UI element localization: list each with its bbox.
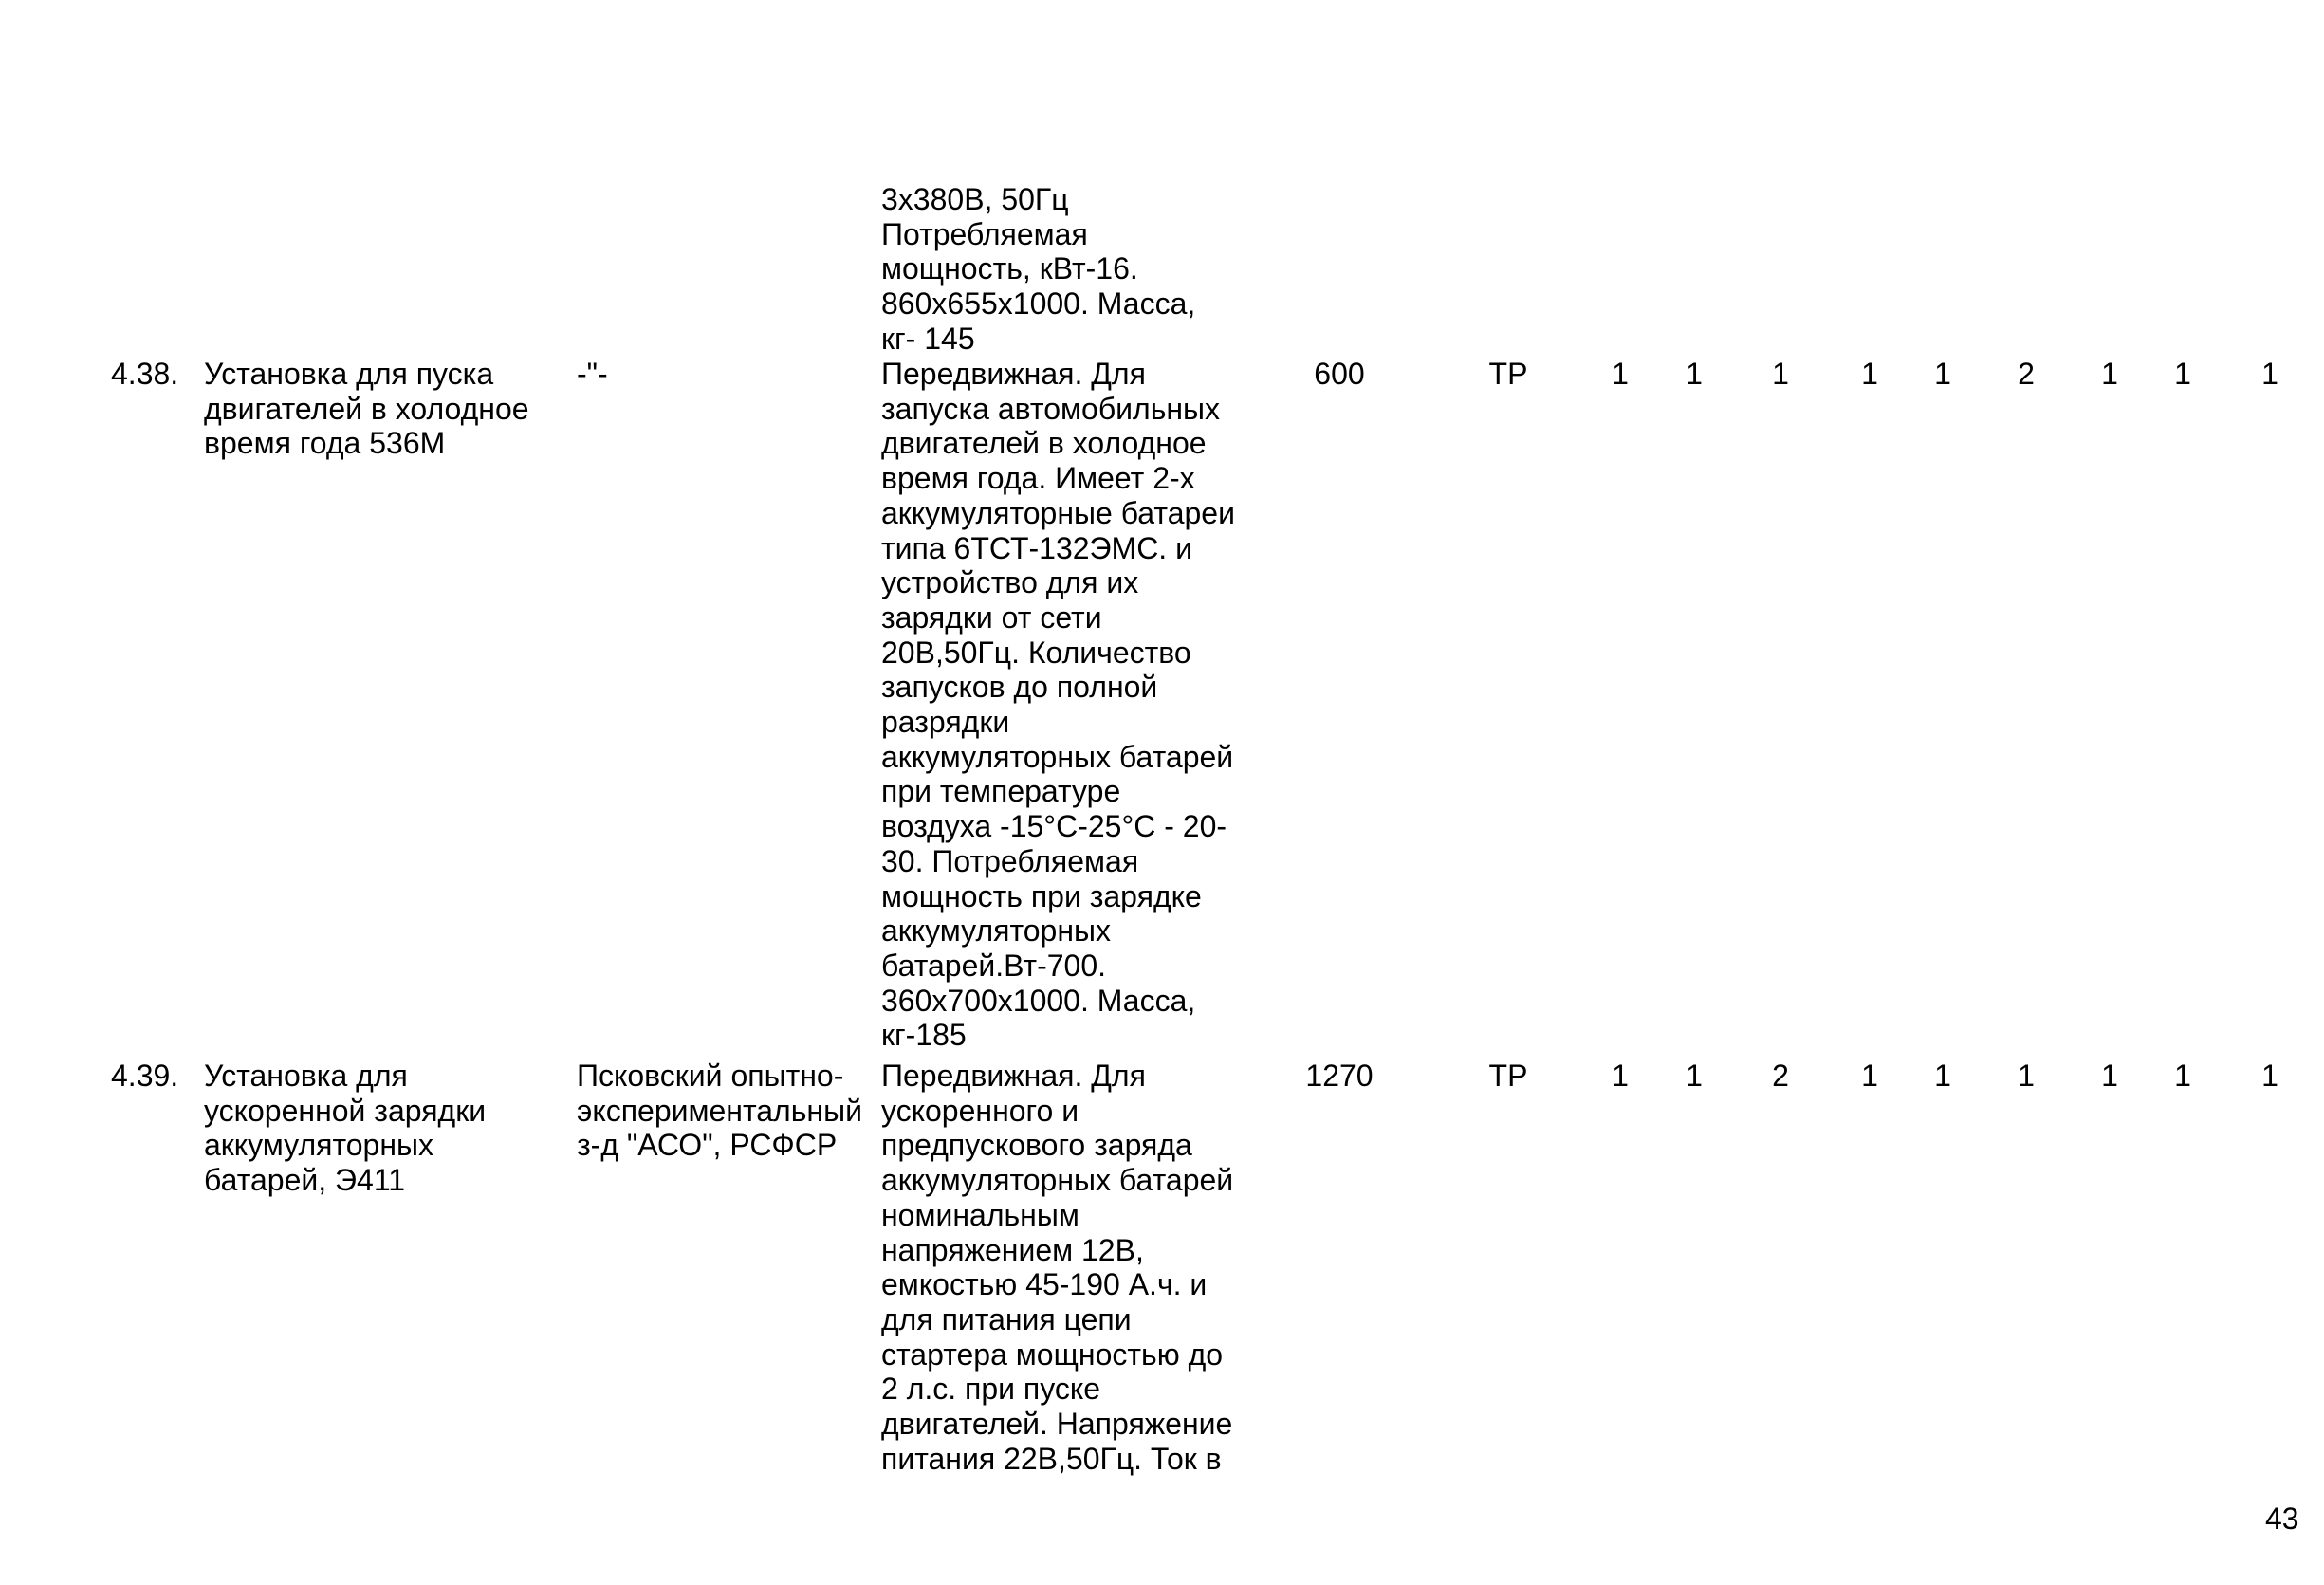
type-code: ТР — [1488, 357, 1528, 391]
price: 600 — [1314, 357, 1365, 391]
description-line: стартера мощностью до — [881, 1336, 1224, 1372]
name-line: ускоренной зарядки — [204, 1093, 487, 1128]
quantity-cell: 1 — [2261, 1059, 2278, 1093]
manufacturer-line: экспериментальный — [577, 1093, 862, 1128]
manufacturer-line: з-д "АСО", РСФСР — [577, 1128, 838, 1163]
description-line: при температуре — [881, 774, 1121, 809]
description-line: батарей.Вт-700. — [881, 948, 1107, 983]
manufacturer — [577, 1059, 862, 1163]
description-line: двигателей в холодное — [881, 426, 1207, 461]
row-number: 4.39. — [111, 1059, 179, 1093]
description-line: аккумуляторных батарей — [881, 739, 1234, 774]
quantity-cell: 1 — [1686, 1059, 1703, 1093]
description-line: двигателей. Напряжение — [881, 1407, 1233, 1442]
price: 1270 — [1305, 1059, 1374, 1093]
description-line: разрядки — [881, 705, 1010, 740]
description-line: 20В,50Гц. Количество — [881, 635, 1191, 670]
quantity-cell: 1 — [2101, 357, 2118, 391]
name-line: время года 536М — [204, 426, 446, 461]
description-line: запуска автомобильных — [881, 391, 1221, 426]
description-line: запусков до полной — [881, 670, 1158, 705]
quantity-cell: 1 — [1612, 1059, 1629, 1093]
description-line: предпускового заряда — [881, 1128, 1192, 1163]
type-code: ТР — [1488, 1059, 1528, 1093]
name-line: батарей, Э411 — [204, 1163, 406, 1198]
description-line: 360x700x1000. Масса, — [881, 983, 1196, 1018]
quantity-cell: 1 — [1612, 357, 1629, 391]
description — [881, 357, 1235, 1053]
description-line: Передвижная. Для — [881, 357, 1146, 391]
description-line: 3x380В, 50Гц — [881, 182, 1069, 216]
quantity-cell: 1 — [2174, 1059, 2191, 1093]
quantity-cell: 1 — [2101, 1059, 2118, 1093]
quantity-cell: 1 — [1934, 1059, 1951, 1093]
continuation-description — [881, 182, 1195, 357]
name-line: аккумуляторных — [204, 1128, 434, 1163]
description-line: номинальным — [881, 1197, 1079, 1232]
quantity-cell: 1 — [1861, 357, 1878, 391]
manufacturer — [577, 357, 608, 392]
name-line: Установка для пуска — [204, 357, 494, 391]
quantity-cell: 1 — [1934, 357, 1951, 391]
description-line: мощность, кВт-16. — [881, 251, 1138, 286]
description-line: Передвижная. Для — [881, 1059, 1146, 1093]
description-line: для питания цепи — [881, 1301, 1132, 1336]
description-line: питания 22В,50Гц. Ток в — [881, 1441, 1222, 1476]
quantity-cell: 1 — [1686, 357, 1703, 391]
equipment-name — [204, 1059, 486, 1198]
description-line: время года. Имеет 2-х — [881, 461, 1195, 496]
description-line: аккумуляторных — [881, 913, 1112, 949]
description-line: устройство для их — [881, 565, 1139, 600]
description-line: ускоренного и — [881, 1093, 1079, 1128]
quantity-cell: 1 — [2261, 357, 2278, 391]
quantity-cell: 2 — [1772, 1059, 1789, 1093]
quantity-cell: 1 — [2018, 1059, 2035, 1093]
description-line: напряжением 12В, — [881, 1232, 1144, 1267]
description-line: аккумуляторных батарей — [881, 1163, 1234, 1198]
description-line: кг- 145 — [881, 321, 975, 356]
description-line: мощность при зарядке — [881, 878, 1202, 913]
description-line: воздуха -15°С-25°С - 20- — [881, 809, 1227, 844]
description-line: 2 л.с. при пуске — [881, 1372, 1101, 1407]
manufacturer-line: -"- — [577, 357, 608, 391]
equipment-name — [204, 357, 529, 461]
description-line: аккумуляторные батареи — [881, 495, 1235, 530]
description-line: зарядки от сети — [881, 599, 1102, 635]
quantity-cell: 1 — [1772, 357, 1789, 391]
name-line: двигателей в холодное — [204, 391, 529, 426]
description-line: 860x655x1000. Масса, — [881, 286, 1196, 322]
description-line: Потребляемая — [881, 216, 1088, 251]
manufacturer-line: Псковский опытно- — [577, 1059, 844, 1093]
quantity-cell: 1 — [1861, 1059, 1878, 1093]
row-number: 4.38. — [111, 357, 179, 391]
description-line: 30. Потребляемая — [881, 843, 1139, 878]
description-line: емкостью 45-190 А.ч. и — [881, 1267, 1208, 1302]
description-line: типа 6ТСТ-132ЭМС. и — [881, 530, 1192, 565]
description — [881, 1059, 1233, 1476]
description-line: кг-185 — [881, 1018, 967, 1053]
name-line: Установка для — [204, 1059, 408, 1093]
quantity-cell: 2 — [2018, 357, 2035, 391]
quantity-cell: 1 — [2174, 357, 2191, 391]
page-number: 43 — [2265, 1502, 2299, 1536]
